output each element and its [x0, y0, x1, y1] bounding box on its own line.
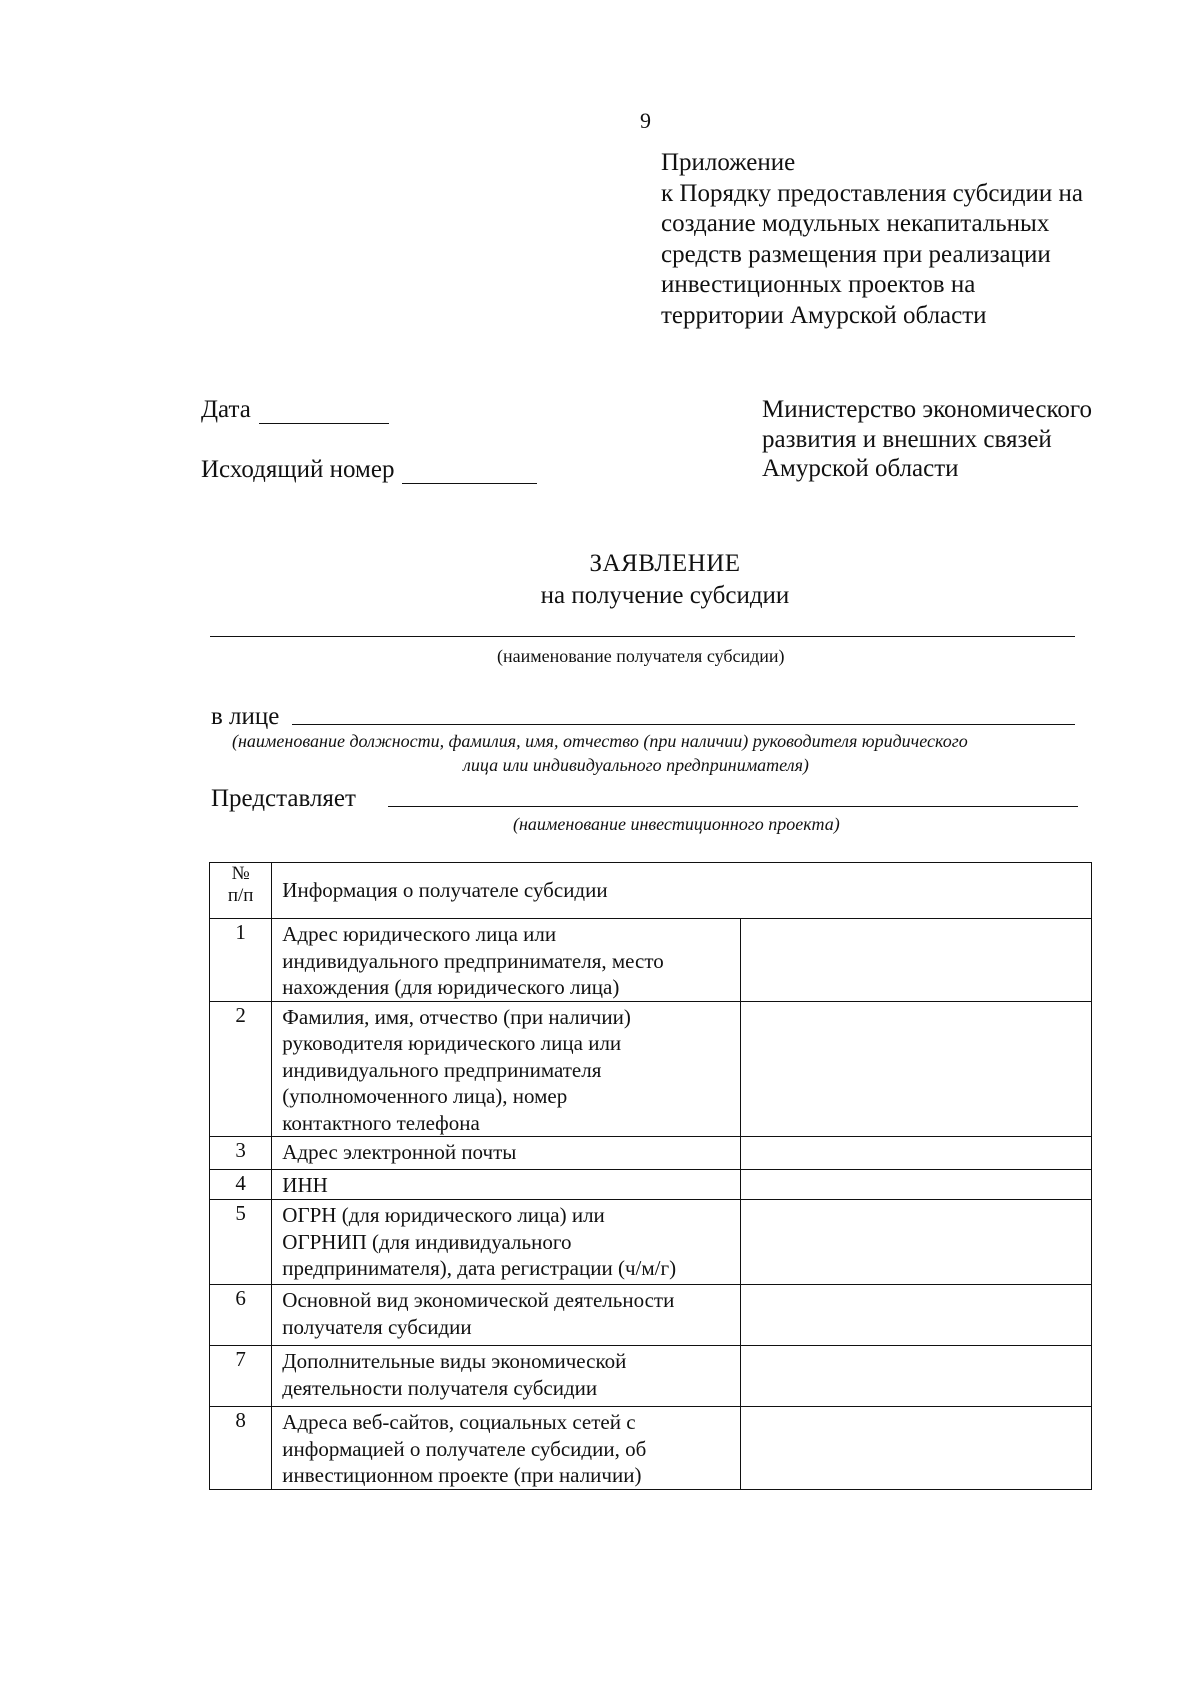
- row-label: [272, 1170, 740, 1200]
- table-row: [210, 1137, 1092, 1170]
- appendix-line: к Порядку предоставления субсидии на: [661, 179, 1084, 207]
- outgoing-number-blank-line[interactable]: [402, 461, 537, 484]
- table-row: [210, 1346, 1092, 1407]
- recipient-block: [762, 395, 1182, 484]
- date-number-fields: [201, 396, 537, 484]
- outgoing-number-label: Исходящий номер: [201, 456, 395, 483]
- in-person-caption-2: лица или индивидуального предпринимателя): [463, 755, 809, 775]
- table-row: [210, 1200, 1092, 1285]
- row-value-cell[interactable]: [740, 1170, 1091, 1200]
- recipient-info-table: [209, 862, 1092, 1490]
- row-label-line: Фамилия, имя, отчество (при наличии): [282, 1004, 631, 1029]
- header-num-symbol: №: [231, 863, 250, 884]
- row-label-line: ОГРН (для юридического лица) или: [282, 1203, 605, 1227]
- table-row: [210, 1170, 1092, 1200]
- appendix-line: инвестиционных проектов на: [661, 271, 976, 298]
- in-person-label: в лице: [211, 703, 280, 730]
- row-label: [272, 1001, 740, 1137]
- recipient-name-line[interactable]: [210, 636, 1075, 637]
- row-label-line: Адрес юридического лица или: [282, 922, 557, 946]
- row-label: [272, 1137, 740, 1170]
- recipient-line: Амурской области: [762, 455, 959, 482]
- appendix-line: Приложение: [661, 149, 796, 176]
- date-field: [201, 396, 537, 424]
- in-person-line[interactable]: [292, 724, 1075, 725]
- table-row: [210, 919, 1092, 1002]
- table-row: [210, 1285, 1092, 1346]
- title-sub: на получение субсидии: [540, 582, 790, 609]
- row-num: 6: [210, 1285, 272, 1346]
- presents-line[interactable]: [388, 806, 1078, 807]
- row-value-cell[interactable]: [740, 1200, 1091, 1285]
- row-label-line: нахождения (для юридического лица): [282, 975, 620, 999]
- row-value-cell[interactable]: [740, 1346, 1091, 1407]
- row-label-line: руководителя юридического лица или: [282, 1031, 622, 1055]
- page-number: 9: [640, 108, 651, 133]
- row-label-line: предпринимателя), дата регистрации (ч/м/г): [282, 1256, 677, 1280]
- row-num: 5: [210, 1200, 272, 1285]
- appendix-header: [661, 148, 1181, 331]
- row-num: 2: [210, 1001, 272, 1137]
- table-header-row: [210, 863, 1092, 919]
- row-label-line: индивидуального предпринимателя: [282, 1057, 602, 1082]
- table-header-num: [210, 863, 272, 919]
- row-label: [272, 1285, 740, 1346]
- presents-caption: (наименование инвестиционного проекта): [513, 814, 840, 834]
- row-label-line: инвестиционном проекте (при наличии): [282, 1463, 642, 1487]
- row-value-cell[interactable]: [740, 1285, 1091, 1346]
- row-label-line: информацией о получателе субсидии, об: [282, 1436, 647, 1461]
- row-label: [272, 1346, 740, 1407]
- table-row: [210, 1407, 1092, 1490]
- row-label-line: индивидуального предпринимателя, место: [282, 948, 664, 973]
- row-num: 8: [210, 1407, 272, 1490]
- appendix-line: территории Амурской области: [661, 301, 987, 329]
- presents-label: Представляет: [211, 785, 356, 812]
- row-label-line: деятельности получателя субсидии: [282, 1375, 598, 1400]
- row-label: [272, 919, 740, 1002]
- row-value-cell[interactable]: [740, 1137, 1091, 1170]
- row-value-cell[interactable]: [740, 919, 1091, 1002]
- table-header-info: Информация о получателе субсидии: [272, 863, 1092, 919]
- header-num-abbr: п/п: [227, 885, 254, 906]
- row-label-line: (уполномоченного лица), номер: [282, 1084, 568, 1108]
- document-title: [0, 550, 1200, 610]
- row-num: 3: [210, 1137, 272, 1170]
- row-label-line: контактного телефона: [282, 1110, 480, 1135]
- title-main: ЗАЯВЛЕНИЕ: [589, 550, 741, 577]
- row-num: 4: [210, 1170, 272, 1200]
- in-person-caption-1: (наименование должности, фамилия, имя, отчество (при наличии) руководителя юридического: [232, 731, 968, 751]
- date-blank-line[interactable]: [259, 401, 389, 424]
- row-label-line: получателя субсидии: [282, 1314, 472, 1339]
- recipient-line: развития и внешних связей: [762, 425, 1052, 453]
- date-label: Дата: [201, 396, 251, 423]
- row-label-line: Основной вид экономической деятельности: [282, 1288, 675, 1312]
- row-value-cell[interactable]: [740, 1407, 1091, 1490]
- row-label-line: ИНН: [282, 1173, 328, 1197]
- row-label-line: Адреса веб-сайтов, социальных сетей с: [282, 1410, 636, 1434]
- row-label-line: ОГРНИП (для индивидуального: [282, 1229, 572, 1254]
- row-label-line: Адрес электронной почты: [282, 1140, 517, 1164]
- row-label-line: Дополнительные виды экономической: [282, 1349, 627, 1373]
- row-label: [272, 1200, 740, 1285]
- row-num: 1: [210, 919, 272, 1002]
- recipient-line: Министерство экономического: [762, 396, 1092, 423]
- appendix-line: создание модульных некапитальных: [661, 210, 1050, 237]
- recipient-name-caption: (наименование получателя субсидии): [497, 646, 785, 666]
- row-value-cell[interactable]: [740, 1001, 1091, 1137]
- table-row: [210, 1001, 1092, 1137]
- row-label: [272, 1407, 740, 1490]
- outgoing-number-field: [201, 456, 537, 484]
- row-num: 7: [210, 1346, 272, 1407]
- appendix-line: средств размещения при реализации: [661, 240, 1051, 268]
